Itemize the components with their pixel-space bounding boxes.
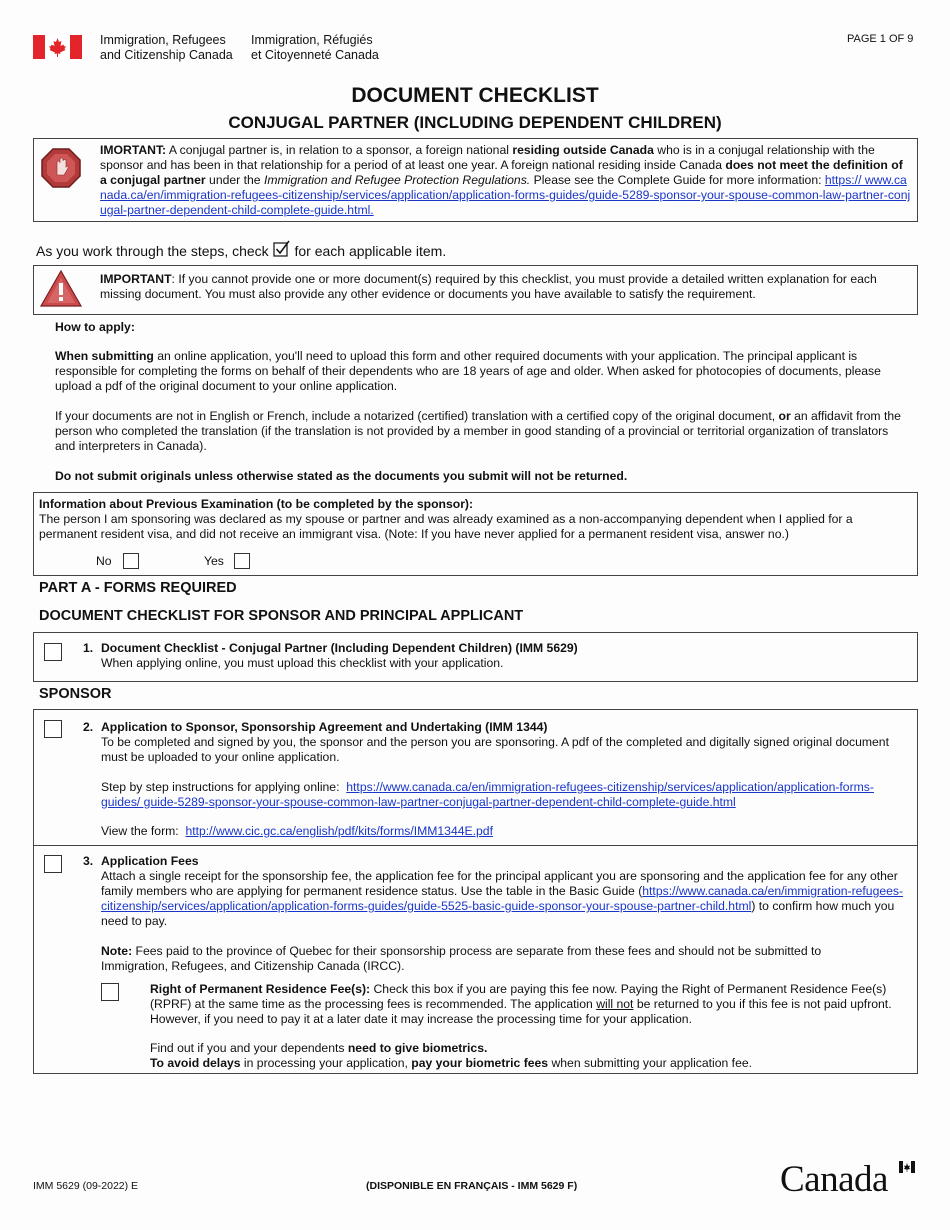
- item-2-number: 2.: [83, 720, 94, 734]
- previous-examination-heading: Information about Previous Examination (to be completed by the sponsor):: [39, 497, 474, 511]
- item-3-number: 3.: [83, 854, 94, 868]
- checklist-item-1: [33, 632, 918, 682]
- item-divider: [34, 845, 917, 846]
- biometrics-text: Find out if you and your dependents need to give biometrics.: [150, 1041, 488, 1055]
- biometric-fees-text: To avoid delays in processing your application, pay your biometric fees when submitting your application fee.: [150, 1056, 753, 1070]
- check-instruction: As you work through the steps, check for each applicable item.: [36, 240, 446, 261]
- how-to-apply-paragraph-2: If your documents are not in English or French, include a notarized (certified) translation with a certified copy of the original document, or an affidavit from the person who completed the translation (if the translation is not provided by a member in good standing of a provincial or territorial organization of translators and interpreters in Canada).: [55, 409, 901, 453]
- conjugal-partner-notice: IMORTANT: A conjugal partner is, in relation to a sponsor, a foreign national residing outside Canada who is in a conjugal relationship with the sponsor and has been in that relationship for a period of at least one year. A foreign national residing inside Canada does not meet the definition of a conjugal partner under the Immigration and Refugee Protection Regulations. Please see the Complete Guide for more information: https:// www.canada.ca/en/immigration-refugees-citizenship/services/application/application-forms-guides/guide-5289-sponsor-your-spouse-common-law-partner-conjugal-partner-dependent-child-complete-guide.html.: [33, 138, 918, 222]
- checklist-heading: DOCUMENT CHECKLIST FOR SPONSOR AND PRINCIPAL APPLICANT: [39, 608, 524, 624]
- yes-checkbox[interactable]: [234, 553, 250, 569]
- how-to-apply-heading: How to apply:: [55, 320, 135, 334]
- page-subtitle: CONJUGAL PARTNER (INCLUDING DEPENDENT CHILDREN): [228, 113, 722, 132]
- wordmark-flag-icon: [899, 1161, 915, 1177]
- item-1-number: 1.: [83, 641, 94, 655]
- item-2-steps: Step by step instructions for applying online: https://www.canada.ca/en/immigration-refugees-citizenship/services/application/application-forms-guides/ guide-5289-sponsor-your-spouse-common-law-partner-conjugal-partner-dependent-child-complete-guide.html: [101, 780, 874, 809]
- complete-guide-link[interactable]: https:// www.canada.ca/en/immigration-refugees-citizenship/services/application/application-forms-guides/guide-5289-sponsor-your-spouse-common-law-partner-conjugal-partner-dependent-child-complete-guide.html.: [100, 173, 911, 217]
- page-title: DOCUMENT CHECKLIST: [351, 84, 599, 107]
- item-3-checkbox[interactable]: [44, 855, 62, 873]
- how-to-apply-paragraph-1: When submitting an online application, you'll need to upload this form and other required documents with your application. The principal applicant is responsible for completing the forms on behalf of their dependents who are 18 years of age and older. When asked for photocopies of documents, please upload a pdf of the original document to your online application.: [55, 349, 881, 393]
- sponsor-items-box: [33, 709, 918, 1074]
- rprf-text: Right of Permanent Residence Fee(s): Check this box if you are paying this fee now. Paying the Right of Permanent Residence Fee(s) (RPRF) at the same time as the processing fees is recommended. The application will not be returned to you if this fee is not paid upfront. However, if you need to pay it at a later date it may increase the processing time for your application.: [150, 982, 892, 1026]
- previous-examination-text: The person I am sponsoring was declared as my spouse or partner and was already examined as a non-accompanying dependent when I applied for a permanent resident visa, and did not receive an immigrant visa. (Note: If you have never applied for a permanent resident visa, answer no.): [39, 512, 853, 541]
- form-code: IMM 5629 (09-2022) E: [33, 1180, 139, 1192]
- no-label: No: [96, 554, 112, 568]
- part-a-heading: PART A - FORMS REQUIRED: [39, 580, 237, 596]
- page-indicator: PAGE 1 OF 9: [847, 33, 914, 45]
- item-2-title: Application to Sponsor, Sponsorship Agreement and Undertaking (IMM 1344): [101, 720, 548, 734]
- warning-triangle-icon: [39, 269, 83, 309]
- imm1344-form-link[interactable]: http://www.cic.gc.ca/english/pdf/kits/forms/IMM1344E.pdf: [185, 824, 493, 838]
- checkmark-box-icon: [273, 240, 291, 261]
- item-2-checkbox[interactable]: [44, 720, 62, 738]
- canada-wordmark: Canada: [780, 1160, 888, 1202]
- how-to-apply-paragraph-3: Do not submit originals unless otherwise stated as the documents you submit will not be returned.: [55, 469, 628, 483]
- item-2-text: To be completed and signed by you, the sponsor and the person you are sponsoring. A pdf of the completed and digitally signed original document must be uploaded to your online application.: [101, 735, 889, 764]
- item-2-form: View the form: http://www.cic.gc.ca/english/pdf/kits/forms/IMM1344E.pdf: [101, 824, 493, 838]
- canada-flag-icon: [33, 35, 82, 59]
- missing-documents-notice: IMPORTANT: If you cannot provide one or more document(s) required by this checklist, you must provide a detailed written explanation for each missing document. You must also provide any other evidence or documents you have available to satisfy the requirement.: [33, 265, 918, 315]
- department-name-en: Immigration, Refugees and Citizenship Canada: [100, 33, 233, 62]
- item-3-title: Application Fees: [101, 854, 199, 868]
- yes-label: Yes: [204, 554, 224, 568]
- stop-sign-icon: [40, 147, 82, 189]
- item-1-text: When applying online, you must upload this checklist with your application.: [101, 656, 504, 670]
- department-name-fr: Immigration, Réfugiés et Citoyenneté Canada: [251, 33, 379, 62]
- online-instructions-link[interactable]: https://www.canada.ca/en/immigration-refugees-citizenship/services/application/application-forms-guides/ guide-5289-sponsor-your-spouse-common-law-partner-conjugal-partner-dependent-child-complete-guide.html: [101, 780, 874, 809]
- rprf-checkbox[interactable]: [101, 983, 119, 1001]
- basic-guide-link[interactable]: https://www.canada.ca/en/immigration-refugees-citizenship/services/application/application-forms-guides/guide-5525-basic-guide-sponsor-your-spouse-partner-child.html: [101, 884, 904, 913]
- item-3-note: Note: Fees paid to the province of Quebec for their sponsorship process are separate from these fees and should not be submitted to Immigration, Refugees, and Citizenship Canada (IRCC).: [101, 944, 822, 973]
- sponsor-heading: SPONSOR: [39, 686, 112, 702]
- french-availability: (DISPONIBLE EN FRANÇAIS - IMM 5629 F): [366, 1180, 578, 1192]
- no-checkbox[interactable]: [123, 553, 139, 569]
- previous-examination-section: [33, 492, 918, 576]
- item-1-checkbox[interactable]: [44, 643, 62, 661]
- item-3-text: Attach a single receipt for the sponsorship fee, the application fee for the principal applicant you are sponsoring and the application fee for any other family members who are applying for permanent residence status. Use the table in the Basic Guide (https://www.canada.ca/en/immigration-refugees-citizenship/services/application/application-forms-guides/guide-5525-basic-guide-sponsor-your-spouse-partner-child.html) to confirm how much you need to pay.: [101, 869, 904, 928]
- item-1-title: Document Checklist - Conjugal Partner (Including Dependent Children) (IMM 5629): [101, 641, 578, 655]
